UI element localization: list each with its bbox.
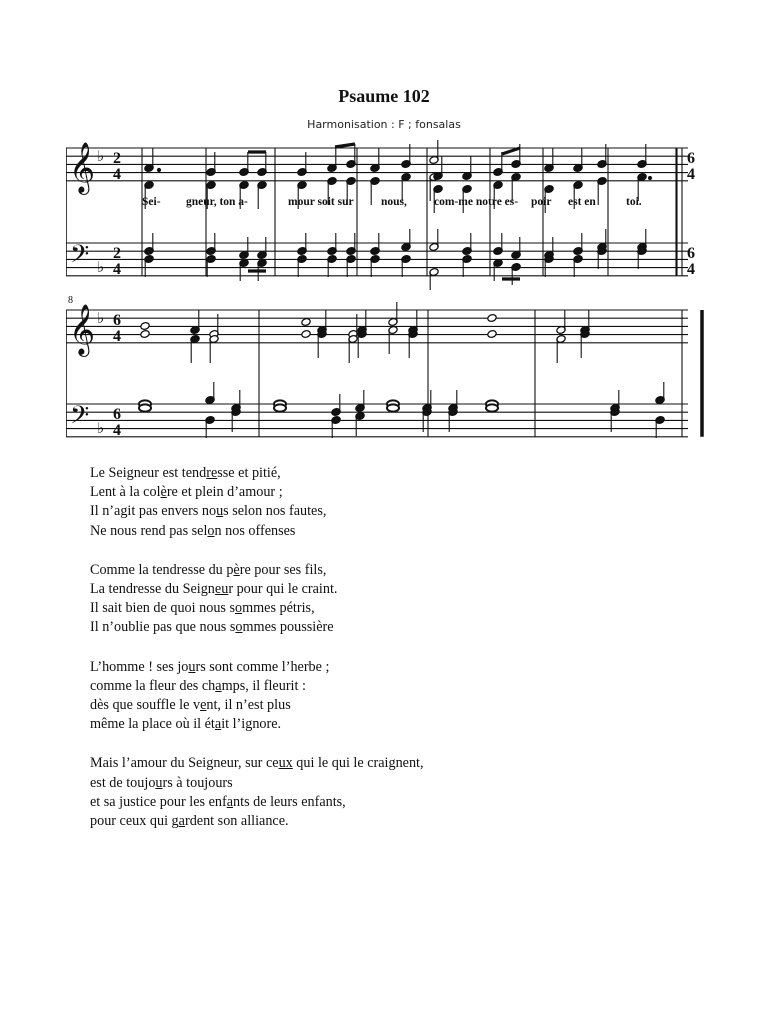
stanza-line	[90, 793, 690, 812]
flat-key-signature-icon: ♭	[97, 309, 105, 327]
line-text: mmes poussière	[242, 619, 334, 636]
treble-clef-icon: 𝄞	[69, 304, 96, 355]
half-note	[301, 330, 311, 339]
beam	[502, 148, 520, 154]
half-note	[487, 314, 497, 323]
line-text: re et plein d’amour ;	[166, 484, 283, 501]
half-note	[140, 330, 150, 339]
time-signature-top: 6	[687, 150, 695, 167]
accented-syllable: è	[160, 484, 167, 501]
beam	[335, 144, 355, 147]
line-text: Il n’oublie pas que nous s	[90, 619, 236, 636]
stanza-line	[90, 580, 690, 599]
line-text: rs à toujours	[162, 774, 233, 791]
time-signature-bottom: 4	[113, 328, 121, 345]
line-text: comme la fleur des ch	[90, 677, 216, 694]
accented-syllable: o	[235, 600, 243, 617]
lyric-word: nous,	[381, 196, 407, 208]
line-text: Lent à la col	[90, 484, 161, 501]
stanza-line	[90, 483, 690, 502]
time-signature-bottom: 4	[113, 166, 121, 183]
stanza-line	[90, 774, 690, 793]
line-text: nts de leurs enfants,	[233, 793, 346, 810]
lyric-word: com-me notre es-	[434, 196, 519, 208]
time-signature-bottom: 4	[113, 422, 121, 438]
accented-syllable: o	[207, 522, 215, 539]
stanza-line	[90, 502, 690, 521]
whole-note	[486, 404, 498, 411]
lyric-word: est en	[568, 196, 596, 208]
accented-syllable: a	[215, 677, 222, 694]
stanza-line	[90, 677, 690, 696]
stanza-line	[90, 464, 690, 483]
line-text: Il n’agit pas envers no	[90, 503, 217, 520]
line-text: rs sont comme l’herbe ;	[195, 658, 330, 675]
stanza-line	[90, 754, 690, 773]
stanza-1	[90, 464, 690, 541]
accented-syllable: o	[235, 619, 243, 636]
time-signature-bottom: 4	[687, 261, 695, 278]
accented-syllable: u	[188, 658, 196, 675]
dot	[648, 176, 651, 179]
line-text: et sa justice pour les enf	[90, 793, 227, 810]
stanza-line	[90, 618, 690, 637]
time-signature-bottom: 4	[113, 261, 121, 278]
whole-note	[274, 404, 286, 411]
lyric-word: mour soit sur	[288, 196, 354, 208]
accented-syllable: a	[214, 716, 222, 733]
accented-syllable: a	[178, 813, 185, 830]
line-text: rdent son alliance.	[184, 813, 289, 830]
dot	[157, 168, 160, 171]
line-text: est de toujo	[90, 774, 156, 791]
line-text: r pour qui le craint.	[228, 581, 338, 598]
whole-note	[387, 404, 399, 411]
music-score	[66, 133, 706, 438]
stanza-line	[90, 696, 690, 715]
time-signature-top: 2	[113, 150, 121, 167]
accented-syllable: a	[226, 793, 234, 810]
accented-syllable: è	[233, 561, 240, 578]
lyric-word: toi.	[626, 196, 642, 208]
line-text: Le Seigneur est tend	[90, 465, 207, 481]
harmonisation-credit: Harmonisation : F ; fonsalas	[307, 118, 461, 131]
line-text: qui le qui le craignent,	[292, 755, 424, 772]
accented-syllable: re	[206, 465, 218, 481]
lyric-word: Sei-	[142, 196, 161, 208]
line-text: même la place où il ét	[90, 716, 215, 733]
line-text: it l’ignore.	[221, 716, 282, 733]
flat-key-signature-icon: ♭	[97, 419, 105, 437]
page-title: Psaume 102	[338, 86, 430, 106]
accented-syllable: e	[200, 697, 207, 714]
line-text: s selon nos fautes,	[223, 503, 327, 520]
line-text: Mais l’amour du Seigneur, sur ce	[90, 755, 279, 772]
flat-key-signature-icon: ♭	[97, 147, 105, 165]
stanza-line	[90, 522, 690, 541]
lyric-word: gneur, ton a-	[186, 196, 248, 208]
stanza-line	[90, 599, 690, 618]
line-text: nt, il n’est plus	[206, 697, 291, 714]
flat-key-signature-icon: ♭	[97, 258, 105, 276]
time-signature-top: 2	[113, 245, 121, 262]
stanza-4	[90, 754, 690, 831]
psalm-stanzas	[90, 464, 690, 851]
line-text: sse et pitié,	[217, 465, 281, 481]
line-text: pour ceux qui g	[90, 813, 179, 830]
half-note	[301, 318, 311, 327]
accented-syllable: eu	[214, 581, 229, 598]
accented-syllable: u	[155, 774, 163, 791]
time-signature-bottom: 4	[687, 166, 695, 183]
line-text: L’homme ! ses jo	[90, 658, 189, 675]
stanza-line	[90, 561, 690, 580]
stanza-3	[90, 658, 690, 735]
half-note	[140, 322, 150, 331]
stanza-line	[90, 812, 690, 831]
stanza-line	[90, 658, 690, 677]
line-text: Il sait bien de quoi nous s	[90, 600, 236, 617]
line-text: Comme la tendresse du p	[90, 561, 234, 578]
measure-number: 8	[68, 295, 73, 306]
half-note	[487, 330, 497, 339]
whole-note	[139, 404, 151, 411]
line-text: n nos offenses	[214, 522, 296, 539]
bass-clef-icon: 𝄢	[70, 401, 90, 436]
lyric-word: poir	[531, 196, 552, 208]
line-text: dès que souffle le v	[90, 697, 201, 714]
accented-syllable: ux	[278, 755, 293, 772]
stanza-line	[90, 715, 690, 734]
line-text: Ne nous rend pas sel	[90, 522, 208, 539]
treble-clef-icon: 𝄞	[69, 142, 96, 193]
accented-syllable: u	[216, 503, 224, 520]
stanza-2	[90, 561, 690, 638]
time-signature-top: 6	[113, 312, 121, 329]
line-text: mmes pétris,	[242, 600, 315, 617]
line-text: La tendresse du Seign	[90, 581, 215, 598]
bass-clef-icon: 𝄢	[70, 240, 90, 275]
time-signature-top: 6	[113, 406, 121, 423]
line-text: mps, il fleurit :	[221, 677, 306, 694]
time-signature-top: 6	[687, 245, 695, 262]
line-text: re pour ses fils,	[239, 561, 327, 578]
